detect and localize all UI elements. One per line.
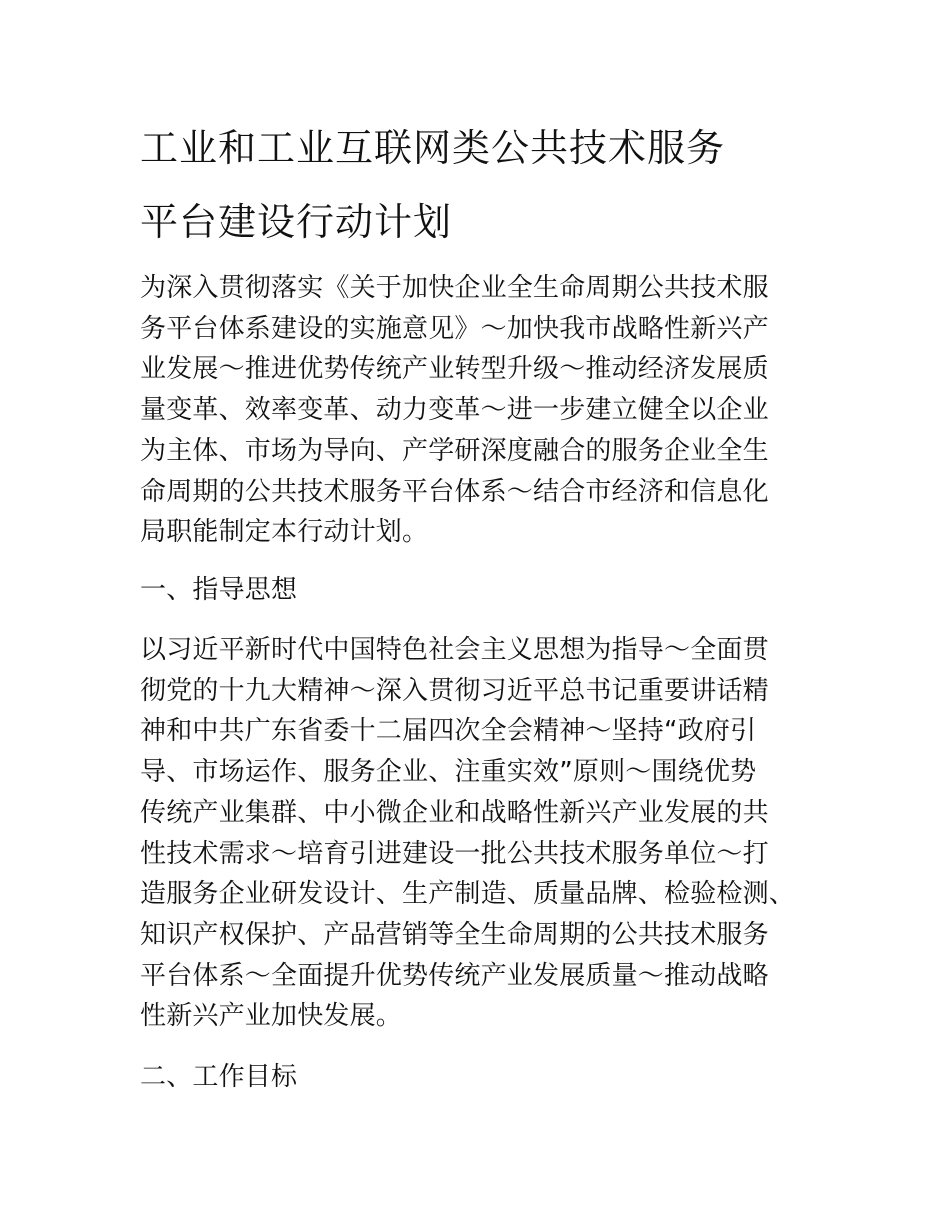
guide-line: 性新兴产业加快发展。	[140, 1001, 403, 1032]
guide-line: 以习近平新时代中国特色社会主义思想为指导～全面贯	[140, 635, 769, 665]
intro-line: 量变革、效率变革、动力变革～进一步建立健全以企业	[140, 395, 769, 426]
guide-line: 平台体系～全面提升优势传统产业发展质量～推动战略	[140, 960, 769, 991]
intro-line: 业发展～推进优势传统产业转型升级～推动经济发展质	[140, 354, 769, 385]
section-heading-text: 一、指导思想	[140, 575, 298, 605]
intro-line: 为深入贯彻落实《关于加快企业全生命周期公共技术服	[140, 273, 769, 303]
guide-line: 知识产权保护、产品营销等全生命周期的公共技术服务	[140, 919, 769, 950]
guide-line: 神和中共广东省委十二届四次全会精神～坚持“政府引	[140, 716, 757, 747]
intro-line: 务平台体系建设的实施意见》～加快我市战略性新兴产	[140, 313, 769, 344]
document-title-line-1: 工业和工业互联网类公共技术服务	[140, 126, 726, 170]
guide-line: 造服务企业研发设计、生产制造、质量品牌、检验检测、	[140, 879, 796, 910]
guiding-ideology-paragraph	[140, 630, 800, 1037]
intro-paragraph	[140, 268, 800, 553]
guide-line: 彻党的十九大精神～深入贯彻习近平总书记重要讲话精	[140, 675, 769, 706]
section-heading-work-goals	[140, 1057, 800, 1098]
guide-line: 导、市场运作、服务企业、注重实效”原则～围绕优势	[140, 757, 757, 788]
document-title-line-2: 平台建设行动计划	[140, 200, 453, 244]
intro-line: 局职能制定本行动计划。	[140, 517, 429, 548]
guide-line: 性技术需求～培育引进建设一批公共技术服务单位～打	[140, 838, 769, 869]
intro-line: 为主体、市场为导向、产学研深度融合的服务企业全生	[140, 435, 769, 466]
section-heading-guiding-ideology	[140, 570, 800, 611]
guide-line: 传统产业集群、中小微企业和战略性新兴产业发展的共	[140, 797, 769, 828]
intro-line: 命周期的公共技术服务平台体系～结合市经济和信息化	[140, 476, 769, 507]
section-heading-text: 二、工作目标	[140, 1062, 298, 1092]
